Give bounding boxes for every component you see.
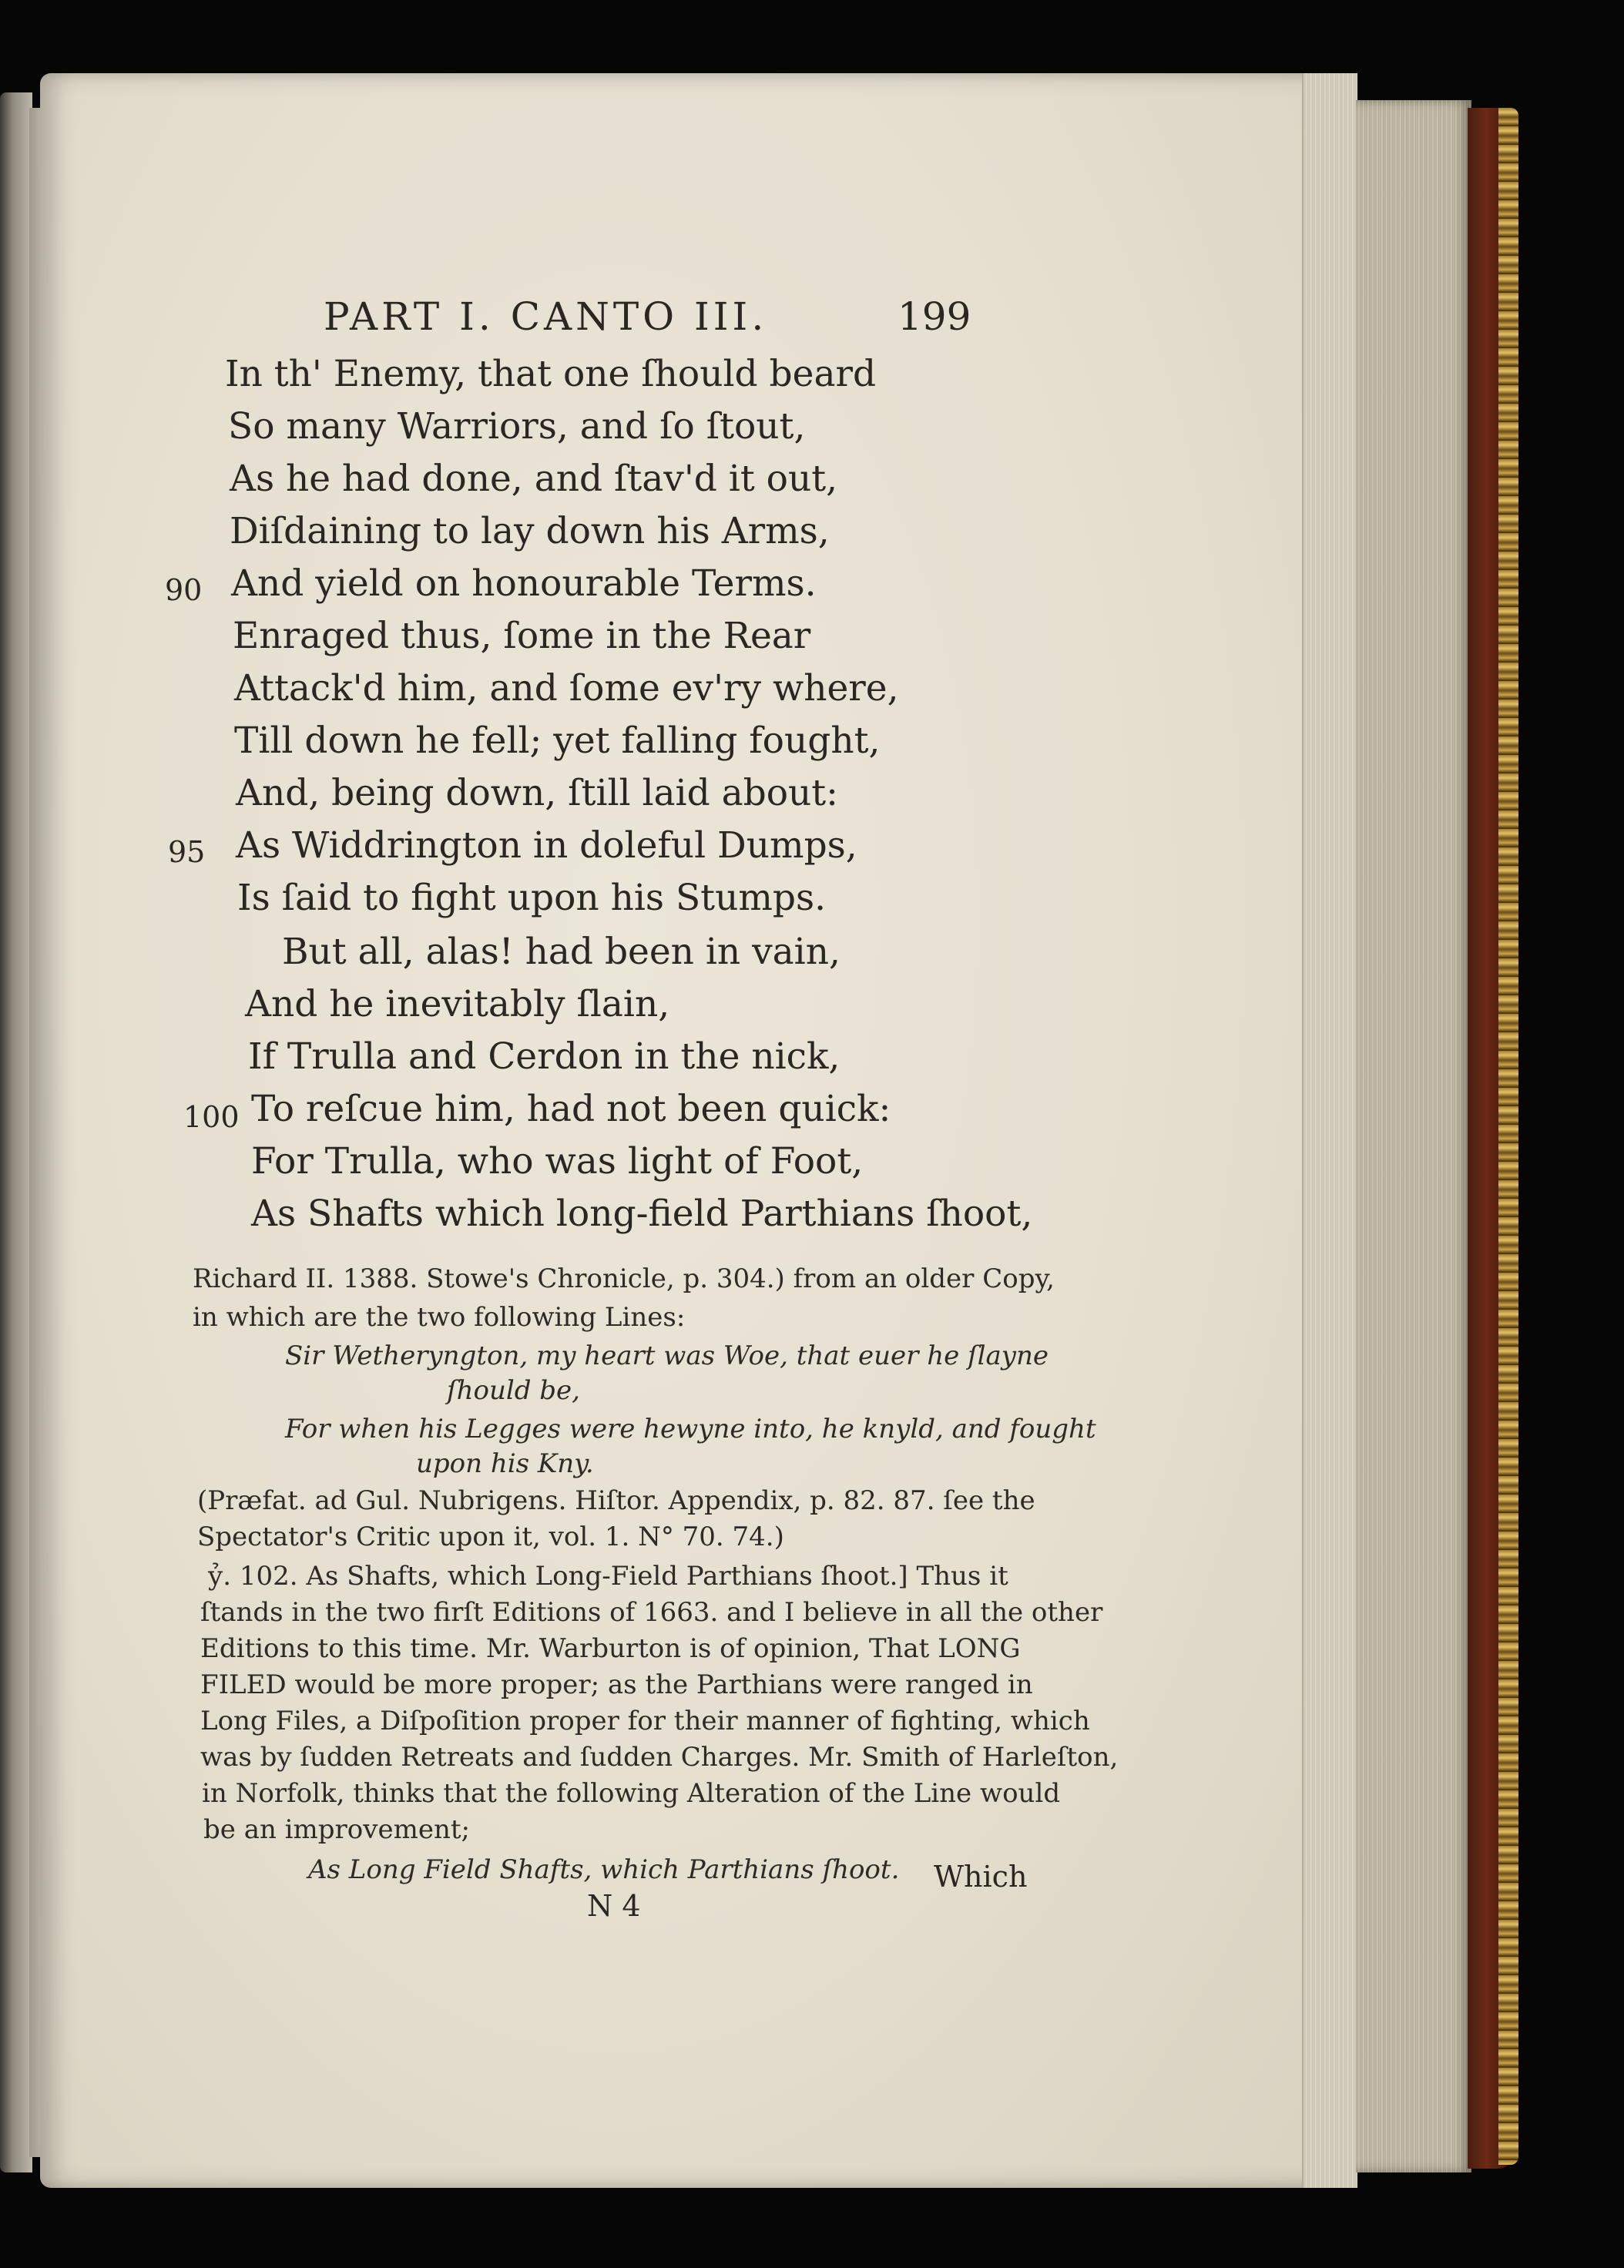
signature-mark: N 4 [587,1889,641,1923]
verse-line: Till down he fell; yet falling fought, [234,720,881,762]
note-line: was by ſudden Retreats and ſudden Charges. Mr. Smith of Harleſton, [200,1742,1119,1773]
page-number: 199 [898,294,971,339]
line-number: 100 [183,1100,240,1134]
note-line: (Præfat. ad Gul. Nubrigens. Hiſtor. Appendix, p. 82. 87. ſee the [197,1485,1035,1516]
catchword: Which [934,1860,1028,1894]
verse-line: In th' Enemy, that one ſhould beard [225,353,877,395]
verse-line: Is ſaid to fight upon his Stumps. [237,877,827,919]
verse-line: As Widdrington in doleful Dumps, [236,824,857,867]
note-line: As Long Field Shafts, which Parthians ſhoot. [308,1854,900,1885]
verse-line: And yield on honourable Terms. [231,562,817,605]
verse-line: Attack'd him, and ſome ev'ry where, [234,667,899,710]
note-line: Richard II. 1388. Stowe's Chronicle, p. 304.) from an older Copy, [193,1263,1055,1294]
verse-line: For Trulla, who was light of Foot, [251,1140,864,1183]
verse-line: Enraged thus, ſome in the Rear [233,615,811,657]
note-line: Long Files, a Diſpoſition proper for their manner of fighting, which [200,1706,1090,1736]
verse-line: Diſdaining to lay down his Arms, [230,510,830,552]
note-line: be an improvement; [203,1814,470,1845]
verse-line: But all, alas! had been in vain, [282,931,841,973]
line-number: 95 [168,835,206,869]
verse-line: As he had done, and ſtav'd it out, [230,458,838,500]
verse-line: So many Warriors, and ſo ſtout, [228,405,806,448]
verse-line: To reſcue him, had not been quick: [251,1088,891,1130]
note-line: ỷ. 102. As Shafts, which Long-Field Parthians ſhoot.] Thus it [208,1561,1008,1592]
note-line: in which are the two following Lines: [193,1302,686,1333]
note-line: ſhould be, [447,1375,580,1406]
verse-line: As Shafts which long-field Parthians ſhoot, [251,1193,1033,1235]
verse-line: And, being down, ſtill laid about: [236,772,838,814]
verse-line: And he inevitably ſlain, [245,983,670,1025]
line-number: 90 [165,573,203,607]
note-line: For when his Legges were hewyne into, he knyld, and fought [285,1414,1096,1444]
note-line: upon his Kny. [416,1448,594,1479]
note-line: Sir Wetheryngton, my heart was Woe, that euer he ſlayne [285,1340,1049,1371]
note-line: in Norfolk, thinks that the following Alteration of the Line would [202,1778,1061,1809]
note-line: Editions to this time. Mr. Warburton is of opinion, That LONG [200,1633,1021,1664]
note-line: FILED would be more proper; as the Parthians were ranged in [200,1669,1033,1700]
note-line: ſtands in the two firſt Editions of 1663. and I believe in all the other [200,1597,1103,1628]
verse-line: If Trulla and Cerdon in the nick, [248,1035,841,1078]
running-head: PART I. CANTO III. [324,294,768,339]
note-line: Spectator's Critic upon it, vol. 1. N° 70. 74.) [197,1522,784,1552]
